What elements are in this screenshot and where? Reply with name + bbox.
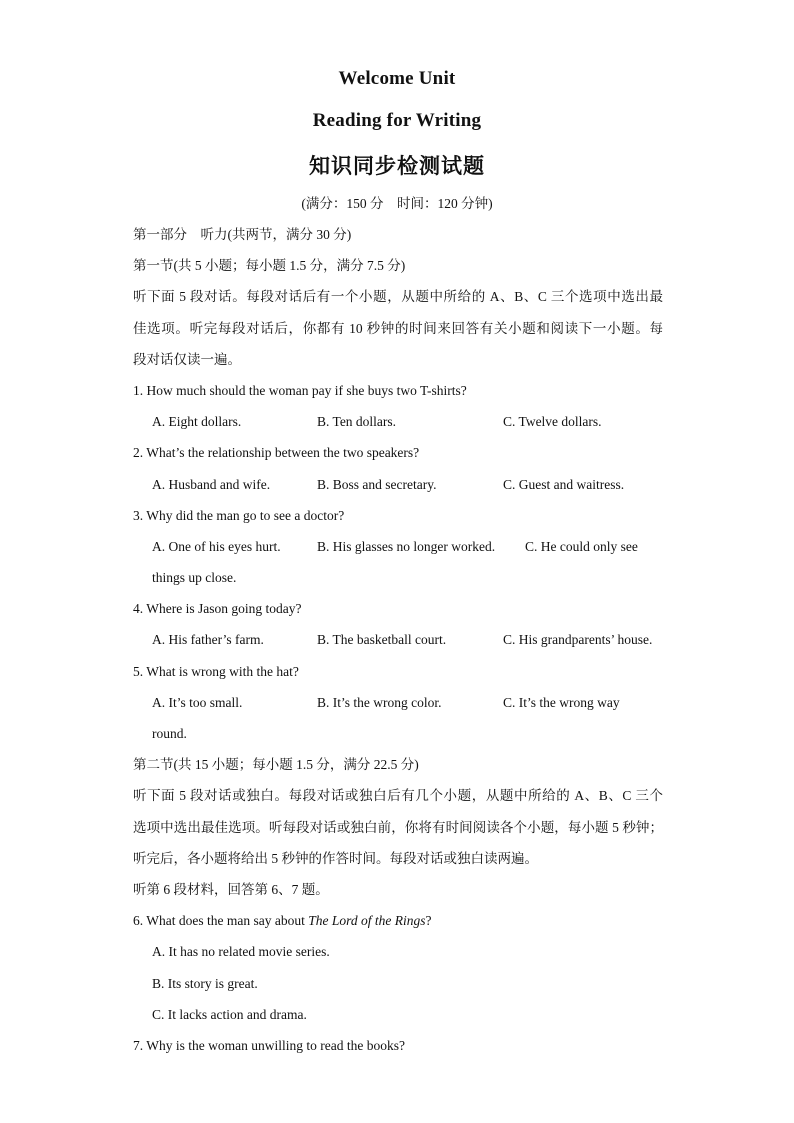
option-c-continued: things up close. xyxy=(152,570,237,586)
question-4-options xyxy=(133,624,663,655)
section1-instruction-line: 听下面 5 段对话。每段对话后有一个小题，从题中所给的 A、B、C 三个选项中选出最 xyxy=(133,289,663,305)
material-note: 听第 6 段材料，回答第 6、7 题。 xyxy=(133,881,329,897)
option-a: A. It has no related movie series. xyxy=(152,944,330,960)
option-b: B. Its story is great. xyxy=(152,975,258,991)
question-5-options xyxy=(133,687,663,718)
option-b: B. Ten dollars. xyxy=(317,414,397,430)
option-b: B. It’s the wrong color. xyxy=(317,694,442,710)
section1-instruction-line: 佳选项。听完每段对话后，你都有 10 秒钟的时间来回答有关小题和阅读下一小题。每 xyxy=(133,320,663,336)
question-2: 2. What’s the relationship between the two speakers? xyxy=(133,445,420,461)
option-c: C. Guest and waitress. xyxy=(503,476,625,492)
option-c: C. He could only see xyxy=(525,538,638,554)
document-body xyxy=(133,219,663,1061)
part1-heading: 第一部分 听力(共两节，满分 30 分) xyxy=(133,227,352,242)
option-a: A. It’s too small. xyxy=(152,694,243,710)
section1-heading: 第一节(共 5 小题；每小题 1.5 分，满分 7.5 分) xyxy=(133,258,406,274)
option-b: B. Boss and secretary. xyxy=(317,476,437,492)
section2-instruction-line: 选项中选出最佳选项。听每段对话或独白前，你将有时间阅读各个小题，每小题 5 秒钟； xyxy=(133,819,663,835)
option-a: A. Eight dollars. xyxy=(152,414,242,430)
question-4: 4. Where is Jason going today? xyxy=(133,601,302,617)
question-7: 7. Why is the woman unwilling to read the books? xyxy=(133,1037,405,1053)
question-6-suffix: ? xyxy=(425,913,432,929)
section2-instruction-line: 听完后，各小题将给出 5 秒钟的作答时间。每段对话或独白读两遍。 xyxy=(133,850,538,866)
question-1: 1. How much should the woman pay if she buys two T-shirts? xyxy=(133,382,467,398)
score-info: (满分：150 分 时间：120 分钟) xyxy=(301,196,493,211)
option-a: A. Husband and wife. xyxy=(152,476,271,492)
option-a: A. His father’s farm. xyxy=(152,632,264,648)
option-b: B. The basketball court. xyxy=(317,632,447,648)
book-title: The Lord of the Rings xyxy=(308,913,426,929)
section1-instruction-line: 段对话仅读一遍。 xyxy=(133,351,241,367)
question-6 xyxy=(133,905,663,936)
section2-instruction-line: 听下面 5 段对话或独白。每段对话或独白后有几个小题，从题中所给的 A、B、C 三个 xyxy=(133,788,663,804)
question-3: 3. Why did the man go to see a doctor? xyxy=(133,507,345,523)
test-title: 知识同步检测试题 xyxy=(309,154,485,178)
section-title: Reading for Writing xyxy=(312,110,482,131)
option-a: A. One of his eyes hurt. xyxy=(152,538,281,554)
section2-heading: 第二节(共 15 小题；每小题 1.5 分，满分 22.5 分) xyxy=(133,757,419,773)
option-c: C. It lacks action and drama. xyxy=(152,1006,307,1022)
option-c: C. Twelve dollars. xyxy=(503,414,602,430)
question-6-prefix: 6. What does the man say about xyxy=(133,913,309,929)
question-2-options xyxy=(133,469,663,500)
question-5: 5. What is wrong with the hat? xyxy=(133,663,299,679)
question-3-options xyxy=(133,531,663,562)
option-c-continued: round. xyxy=(152,726,187,741)
unit-title: Welcome Unit xyxy=(338,68,456,89)
option-c: C. His grandparents’ house. xyxy=(503,632,653,648)
question-1-options xyxy=(133,406,663,437)
option-b: B. His glasses no longer worked. xyxy=(317,538,496,554)
option-c: C. It’s the wrong way xyxy=(503,694,620,710)
